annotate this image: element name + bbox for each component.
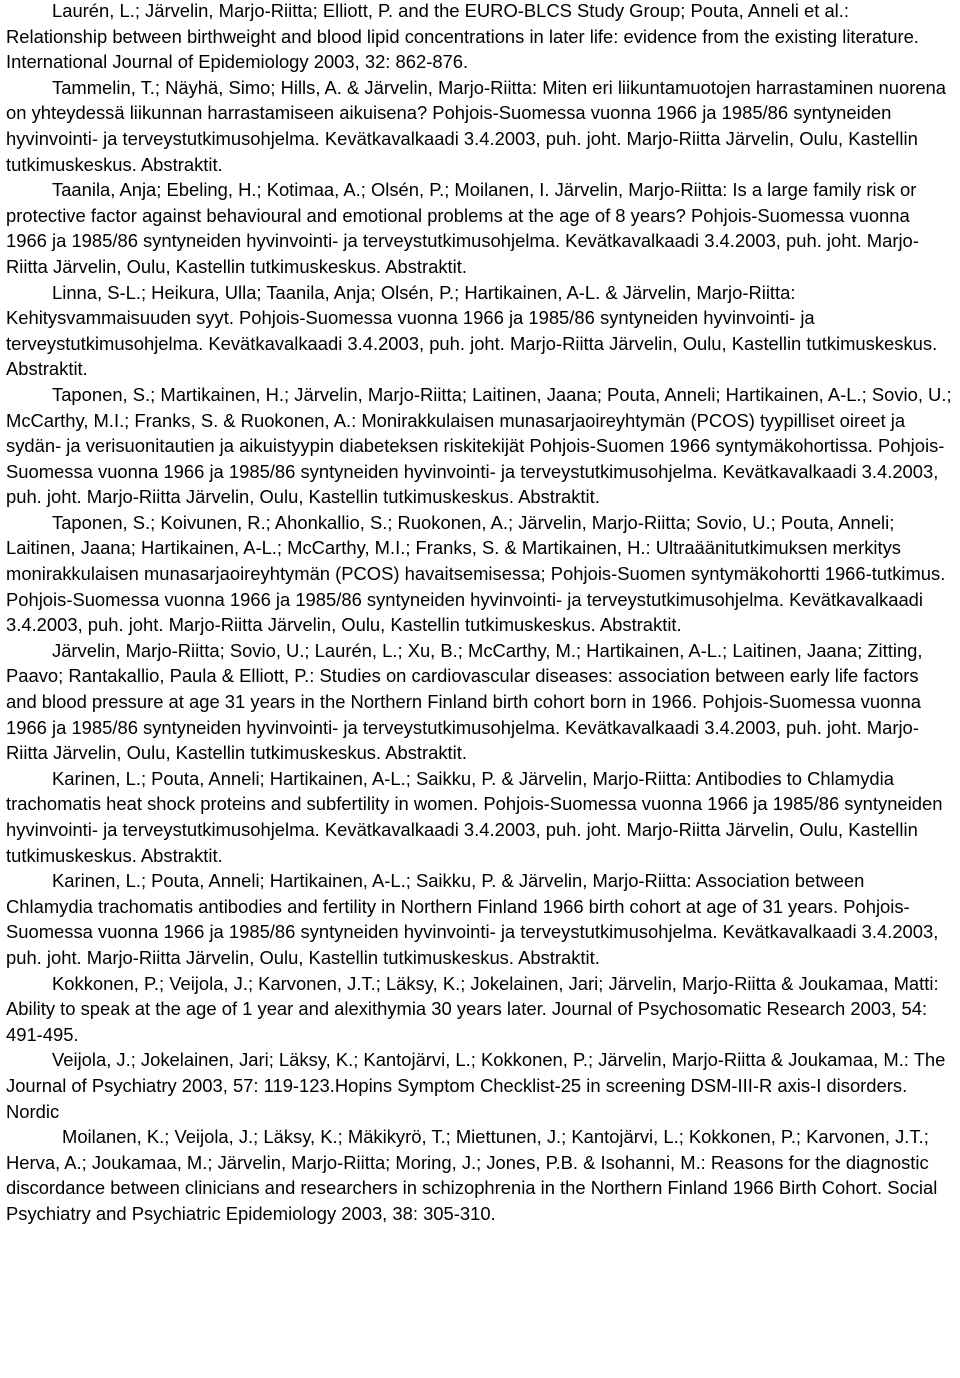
reference-entry: Taponen, S.; Martikainen, H.; Järvelin, Marjo-Riitta; Laitinen, Jaana; Pouta, Anneli; Hartikainen, A-L.; Sovio, U.; McCarthy, M.I.; Franks, S. & Ruokonen, A.: Monirakkulaisen munasarjaoireyhtymän (PCOS) tyypilliset oireet ja sydän- ja verisuonitautien ja aikuistyypin diabeteksen riskitekijät Pohjois-Suomen 1966 syntymäkohortissa. Pohjois-Suomessa vuonna 1966 ja 1985/86 syntyneiden hyvinvointi- ja terveystutkimusohjelma. Kevätkavalkaadi 3.4.2003, puh. joht. Marjo-Riitta Järvelin, Oulu, Kastellin tutkimuskeskus. Abstraktit. (6, 383, 952, 508)
reference-entry: Linna, S-L.; Heikura, Ulla; Taanila, Anja; Olsén, P.; Hartikainen, A-L. & Järvelin, Marjo-Riitta: Kehitysvammaisuuden syyt. Pohjois-Suomessa vuonna 1966 ja 1985/86 syntyneiden hyvinvointi- ja terveystutkimusohjelma. Kevätkavalkaadi 3.4.2003, puh. joht. Marjo-Riitta Järvelin, Oulu, Kastellin tutkimuskeskus. Abstraktit. (6, 281, 938, 380)
reference-entry: Kokkonen, P.; Veijola, J.; Karvonen, J.T.; Läksy, K.; Jokelainen, Jari; Järvelin, Marjo-Riitta & Joukamaa, Matti: Ability to speak at the age of 1 year and alexithymia 30 years later. Journal of Psychosomatic Research 2003, 54: 491-495. (6, 972, 939, 1045)
reference-entry: Karinen, L.; Pouta, Anneli; Hartikainen, A-L.; Saikku, P. & Järvelin, Marjo-Riitta: Association between Chlamydia trachomatis antibodies and fertility in Northern Finland 1966 birth cohort at age of 31 years. Pohjois-Suomessa vuonna 1966 ja 1985/86 syntyneiden hyvinvointi- ja terveystutkimusohjelma. Kevätkavalkaadi 3.4.2003, puh. joht. Marjo-Riitta Järvelin, Oulu, Kastellin tutkimuskeskus. Abstraktit. (6, 870, 939, 968)
reference-entry: Järvelin, Marjo-Riitta; Sovio, U.; Laurén, L.; Xu, B.; McCarthy, M.; Hartikainen, A-L.; Laitinen, Jaana; Zitting, Paavo; Rantakallio, Paula & Elliott, P.: Studies on cardiovascular diseases: association between early life factors and blood pressure at age 31 years in the Northern Finland birth cohort born in 1966. Pohjois-Suomessa vuonna 1966 ja 1985/86 syntyneiden hyvinvointi- ja terveystutkimusohjelma. Kevätkavalkaadi 3.4.2003, puh. joht. Marjo-Riitta Järvelin, Oulu, Kastellin tutkimuskeskus. Abstraktit. (6, 639, 923, 764)
reference-entry: Karinen, L.; Pouta, Anneli; Hartikainen, A-L.; Saikku, P. & Järvelin, Marjo-Riitta: Antibodies to Chlamydia trachomatis heat shock proteins and subfertility in women. Pohjois-Suomessa vuonna 1966 ja 1985/86 syntyneiden hyvinvointi- ja terveystutkimusohjelma. Kevätkavalkaadi 3.4.2003, puh. joht. Marjo-Riitta Järvelin, Oulu, Kastellin tutkimuskeskus. Abstraktit. (6, 767, 943, 866)
reference-entry: Tammelin, T.; Näyhä, Simo; Hills, A. & Järvelin, Marjo-Riitta: Miten eri liikuntamuotojen harrastaminen nuorena on yhteydessä liikunnan harrastamiseen aikuisena? Pohjois-Suomessa vuonna 1966 ja 1985/86 syntyneiden hyvinvointi- ja terveystutkimusohjelma. Kevätkavalkaadi 3.4.2003, puh. joht. Marjo-Riitta Järvelin, Oulu, Kastellin tutkimuskeskus. Abstraktit. (6, 76, 947, 175)
reference-entry: Laurén, L.; Järvelin, Marjo-Riitta; Elliott, P. and the EURO-BLCS Study Group; Pouta, Anneli et al.: Relationship between birthweight and blood lipid concentrations in later life: evidence from the existing literature. International Journal of Epidemiology 2003, 32: 862-876. (6, 0, 919, 73)
reference-entry: Taanila, Anja; Ebeling, H.; Kotimaa, A.; Olsén, P.; Moilanen, I. Järvelin, Marjo-Riitta: Is a large family risk or protective factor against behavioural and emotional problems at the age of 8 years? Pohjois-Suomessa vuonna 1966 ja 1985/86 syntyneiden hyvinvointi- ja terveystutkimusohjelma. Kevätkavalkaadi 3.4.2003, puh. joht. Marjo-Riitta Järvelin, Oulu, Kastellin tutkimuskeskus. Abstraktit. (6, 179, 919, 277)
reference-entry: Veijola, J.; Jokelainen, Jari; Läksy, K.; Kantojärvi, L.; Kokkonen, P.; Järvelin, Marjo-Riitta & Joukamaa, M.: The Journal of Psychiatry 2003, 57: 119-123.Hopins Symptom Checklist-25 in screening DSM-III-R axis-I disorders. Nordic (6, 1049, 946, 1122)
reference-entry: Moilanen, K.; Veijola, J.; Läksy, K.; Mäkikyrö, T.; Miettunen, J.; Kantojärvi, L.; Kokkonen, P.; Karvonen, J.T.; Herva, A.; Joukamaa, M.; Järvelin, Marjo-Riitta; Moring, J.; Jones, P.B. & Isohanni, M.: Reasons for the diagnostic discordance between clinicians and researchers in schizophrenia in the Northern Finland 1966 Birth Cohort. Social Psychiatry and Psychiatric Epidemiology 2003, 38: 305-310. (6, 1126, 938, 1224)
reference-entry: Taponen, S.; Koivunen, R.; Ahonkallio, S.; Ruokonen, A.; Järvelin, Marjo-Riitta; Sovio, U.; Pouta, Anneli; Laitinen, Jaana; Hartikainen, A-L.; McCarthy, M.I.; Franks, S. & Martikainen, H.: Ultraäänitutkimuksen merkitys monirakkulaisen munasarjaoireyhtymän (PCOS) havaitsemisessa; Pohjois-Suomen syntymäkohortti 1966-tutkimus. Pohjois-Suomessa vuonna 1966 ja 1985/86 syntyneiden hyvinvointi- ja terveystutkimusohjelma. Kevätkavalkaadi 3.4.2003, puh. joht. Marjo-Riitta Järvelin, Oulu, Kastellin tutkimuskeskus. Abstraktit. (6, 511, 946, 636)
